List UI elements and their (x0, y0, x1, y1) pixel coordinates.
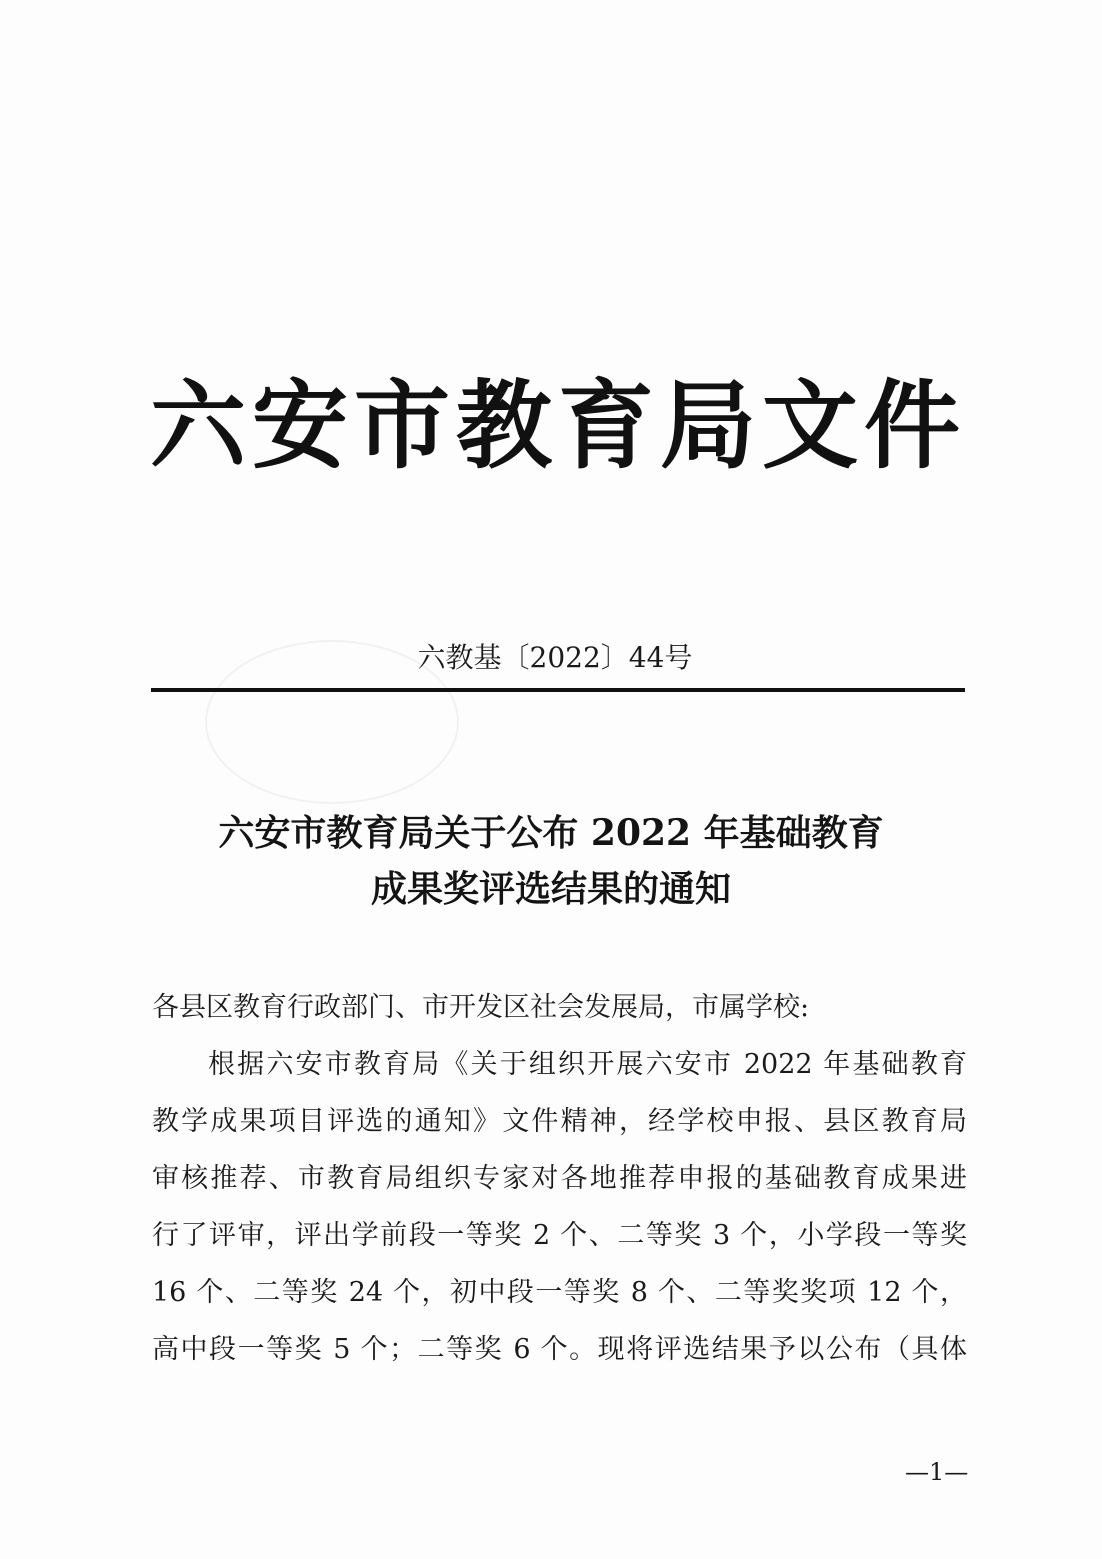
body-line: 高中段一等奖 5 个；二等奖 6 个。现将评选结果予以公布（具体 (152, 1334, 967, 1365)
body-line: 审核推荐、市教育局组织专家对各地推荐申报的基础教育成果进 (152, 1163, 967, 1194)
body-paragraph (152, 1050, 967, 1392)
salutation: 各县区教育行政部门、市开发区社会发展局，市属学校: (152, 992, 810, 1023)
body-line: 教学成果项目评选的通知》文件精神，经学校申报、县区教育局 (152, 1106, 967, 1137)
document-masthead: 六安市教育局文件 (150, 369, 966, 482)
header-divider-line (151, 688, 965, 692)
body-line: 行了评审，评出学前段一等奖 2 个、二等奖 3 个，小学段一等奖 (152, 1220, 967, 1251)
body-line: 根据六安市教育局《关于组织开展六安市 2022 年基础教育 (208, 1049, 967, 1080)
page-number: —1— (905, 1458, 969, 1486)
document-number: 六教基〔2022〕44号 (417, 641, 693, 674)
notice-title-line-1: 六安市教育局关于公布 2022 年基础教育 (218, 812, 884, 854)
notice-title-line-2: 成果奖评选结果的通知 (370, 868, 731, 910)
body-line: 16 个、二等奖 24 个，初中段一等奖 8 个、二等奖奖项 12 个， (152, 1277, 967, 1308)
